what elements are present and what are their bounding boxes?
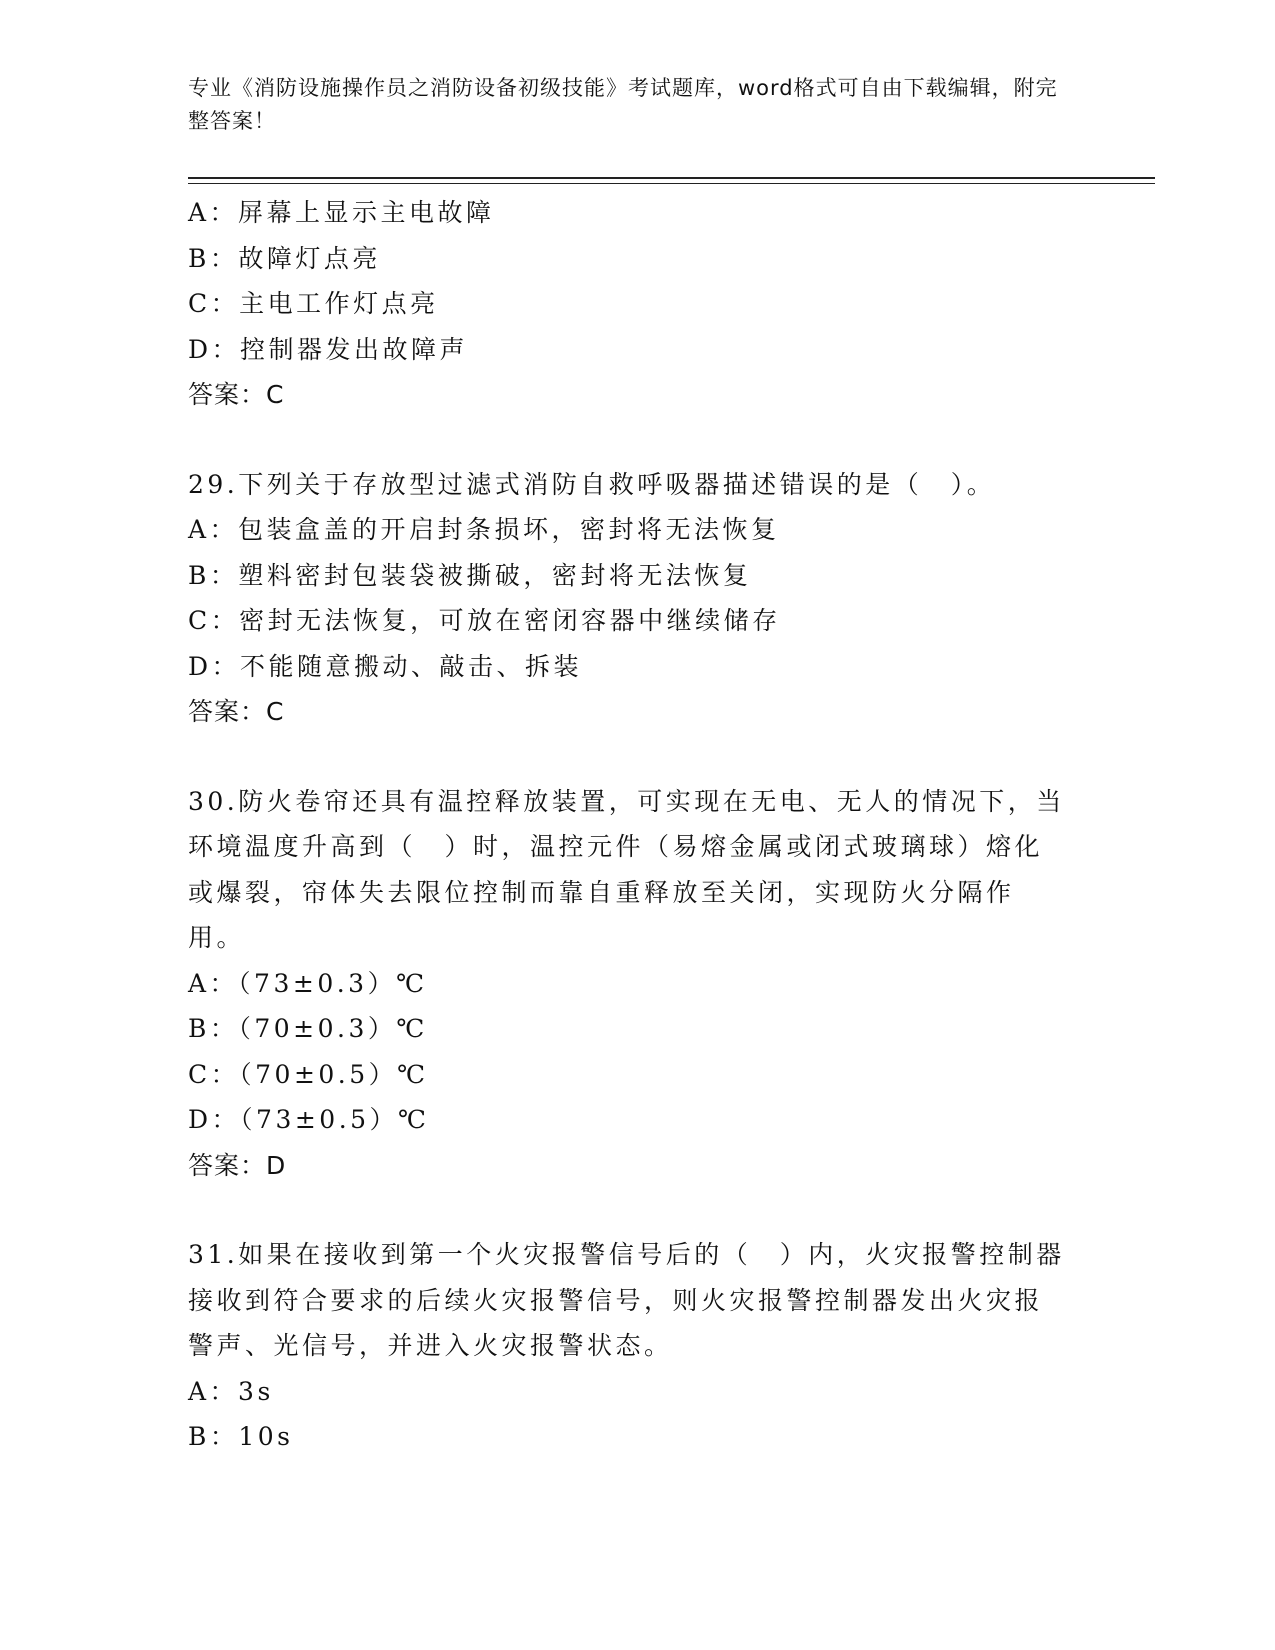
option-b: B：故障灯点亮 [188,243,381,273]
answer-line: 答案：C [188,380,285,409]
option-a: A：屏幕上显示主电故障 [188,198,495,227]
question-stem: 30.防火卷帘还具有温控释放装置，可实现在无电、无人的情况下，当环境温度升高到（ ）时，温控元件（易熔金属或闭式玻璃球）熔化或爆裂，帘体失去限位控制而靠自重释放至关闭，实现防火分隔作用。 [188,786,1065,952]
spacer [188,1188,1088,1232]
option-d: D：（73±0.5）℃ [188,1105,430,1134]
option-c: C：密封无法恢复，可放在密闭容器中继续储存 [188,606,781,635]
option-a: A：包装盒盖的开启封条损坏，密封将无法恢复 [188,515,780,544]
question-28 [188,190,1088,418]
question-list [188,190,1088,1460]
header-divider-thin [188,183,1155,184]
option-a: A：（73±0.3）℃ [188,968,428,998]
answer-line: 答案：D [188,1150,287,1180]
option-d: D：控制器发出故障声 [188,334,469,364]
spacer [188,735,1088,779]
answer-line: 答案：C [188,697,285,726]
question-29 [188,462,1088,735]
option-c: C：主电工作灯点亮 [188,289,439,318]
document-header: 专业《消防设施操作员之消防设备初级技能》考试题库，word格式可自由下载编辑，附完整答案！ [188,76,1058,133]
option-d: D：不能随意搬动、敲击、拆装 [188,651,583,681]
question-stem: 31.如果在接收到第一个火灾报警信号后的（ ）内，火灾报警控制器接收到符合要求的后续火灾报警信号，则火灾报警控制器发出火灾报警声、光信号，并进入火灾报警状态。 [188,1240,1065,1360]
spacer [188,418,1088,462]
option-b: B：10s [188,1422,294,1451]
option-b: B：（70±0.3）℃ [188,1014,428,1043]
question-31 [188,1232,1088,1460]
header-divider-thick [188,177,1155,179]
question-stem: 29.下列关于存放型过滤式消防自救呼吸器描述错误的是（ ）。 [188,469,996,499]
option-b: B：塑料密封包装袋被撕破，密封将无法恢复 [188,560,752,590]
option-a: A：3s [188,1376,274,1406]
question-30 [188,779,1088,1189]
option-c: C：（70±0.5）℃ [188,1059,429,1089]
